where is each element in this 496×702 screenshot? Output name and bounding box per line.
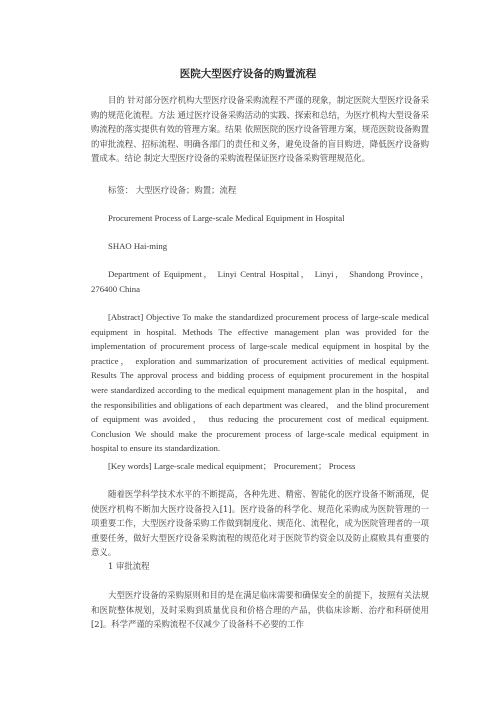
english-author: SHAO Hai-ming [108, 241, 168, 251]
english-affiliation: Department of Equipment， Linyi Central Hospital， Linyi， Shandong Province， 276400 China [91, 269, 429, 294]
keywords-cn: 标签： 大型医疗设备；购置；流程 [108, 185, 237, 195]
section-1-paragraph: 大型医疗设备的采购原则和目的是在满足临床需要和确保安全的前提下，按照有关法规和医院整体规划，及时采购到质量优良和价格合理的产品，供临床诊断、治疗和科研使用[2]。科学严谨的采购流程不仅减少了设备科不必要的工作 [91, 590, 429, 630]
abstract-en: [Abstract] Objective To make the standardized procurement process of large-scale medical equipment in hospital. Methods The effective management plan was provided for the implementation of procurement process of large-scale medical equipment in hospital by the practice， exploration and summarization of procurement activities of medical equipment. Results The approval process and bidding process of equipment procurement in the hospital were standardized according to the medical equipment management plan in the hospital， and the responsibilities and obligations of each department was cleared， and the blind procurement of equipment was avoided， thus reducing the procurement cost of medical equipment. Conclusion We should make the procurement process of large-scale medical equipment in hospital to ensure its standardization. [91, 312, 429, 454]
keywords-en: [Key words] Large-scale medical equipment； Procurement； Process [108, 461, 356, 471]
abstract-cn: 目的 针对部分医疗机构大型医疗设备采购流程不严谨的现象，制定医院大型医疗设备采购的规范化流程。方法 通过医疗设备采购活动的实践、探索和总结，为医疗机构大型设备采购流程的落实提供有效的管理方案。结果 依照医院的医疗设备管理方案，规范医院设备购置的审批流程、招标流程、明确各部门的责任和义务，避免设备的盲目购进，降低医疗设备购置成本。结论 制定大型医疗设备的采购流程保证医疗设备采购管理规范化。 [91, 95, 429, 164]
section-1-heading: 1 审批流程 [108, 561, 150, 571]
page-title: 医院大型医疗设备的购置流程 [179, 68, 317, 80]
english-title: Procurement Process of Large-scale Medical Equipment in Hospital [108, 213, 345, 223]
intro-paragraph: 随着医学科学技术水平的不断提高，各种先进、精密、智能化的医疗设备不断涌现，促使医疗机构不断加大医疗设备投入[1]。医疗设备的科学化、规范化采购成为医院管理的一项重要工作，大型医疗设备采购工作做到制度化、规范化、流程化，成为医院管理者的一项重要任务，做好大型医疗设备采购流程的规范化对于医院节约资金以及防止腐败具有重要的意义。 [91, 489, 429, 558]
